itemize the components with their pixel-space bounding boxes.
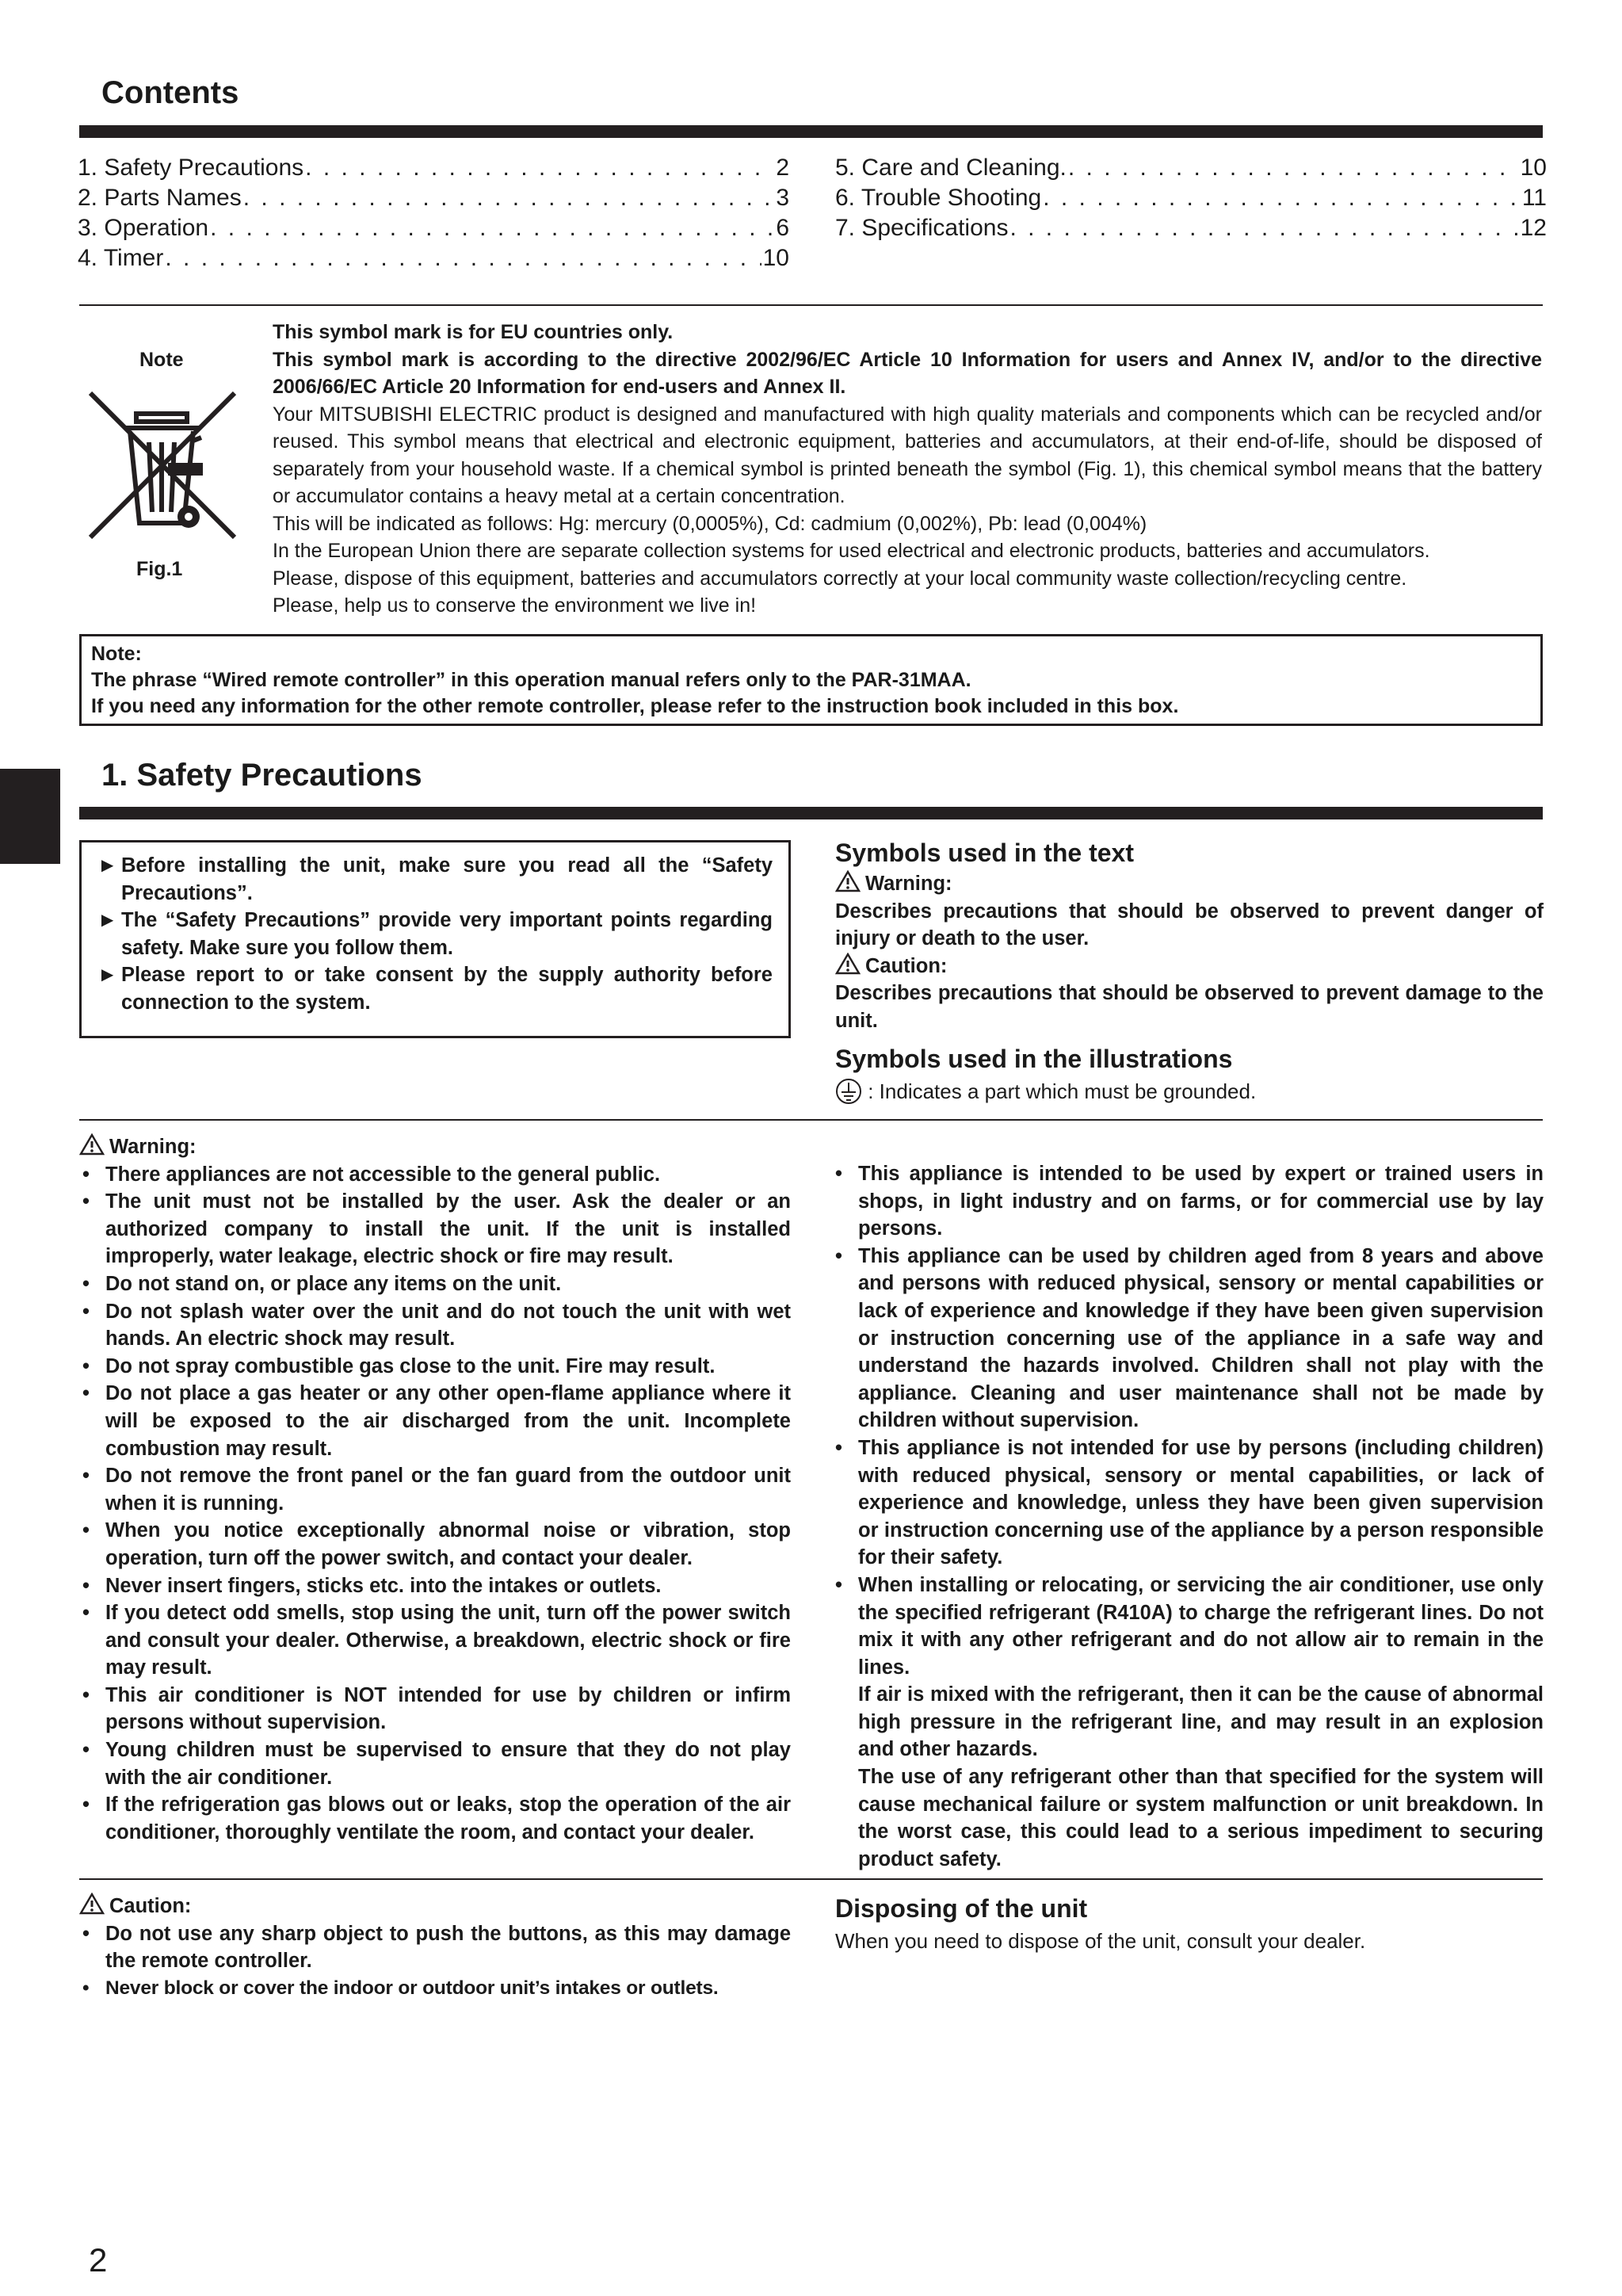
- eu-note-line6: Please, dispose of this equipment, batteries and accumulators correctly at your local community waste collection/recycling centre.: [273, 567, 1407, 590]
- weee-bin-icon: [82, 390, 241, 542]
- caution-heading: Caution:: [79, 1893, 791, 1920]
- symbols-caution-row: Caution:: [835, 953, 1544, 980]
- eu-note-line7: Please, help us to conserve the environment we live in!: [273, 594, 757, 617]
- disposing-title: Disposing of the unit: [835, 1894, 1088, 1923]
- toc-item-operation[interactable]: 3. Operation . . . 6: [78, 215, 789, 245]
- symbols-text-body: [835, 870, 1544, 1035]
- remote-note-line2: If you need any information for the other remote controller, please refer to the instruction book included in this box.: [91, 695, 1179, 717]
- warning-item: • Do not stand on, or place any items on the unit.: [82, 1270, 791, 1298]
- toc-item-safety[interactable]: 1. Safety Precautions . . . 2: [78, 155, 789, 185]
- warning-item: • If the refrigeration gas blows out or leaks, stop the operation of the air conditioner, thoroughly ventilate the room, and contact your dealer.: [82, 1791, 791, 1846]
- warning-item: • Never insert fingers, sticks etc. into the intakes or outlets.: [82, 1572, 791, 1600]
- warning-item: • When you notice exceptionally abnormal noise or vibration, stop operation, turn off the power switch, and contact your dealer.: [82, 1517, 791, 1572]
- warning-top-rule: [79, 1119, 1543, 1121]
- toc-item-timer[interactable]: 4. Timer . . . 10: [78, 245, 789, 275]
- warning-item: • Do not place a gas heater or any other open-flame appliance where it will be exposed to the air discharged from the unit. Incomplete combustion may result.: [82, 1380, 791, 1462]
- warning-item: • This appliance is intended to be used by expert or trained users in shops, in light industry and on farms, or for commercial use by lay persons.: [835, 1160, 1544, 1243]
- caution-col: [79, 1893, 791, 2002]
- caution-item: • Do not use any sharp object to push the buttons, as this may damage the remote controller.: [82, 1920, 791, 1975]
- warning-item: • The unit must not be installed by the user. Ask the dealer or an authorized company to install the unit. If the unit is installed improperly, water leakage, electric shock or fire may result.: [82, 1188, 791, 1270]
- warning-item: • This appliance can be used by children aged from 8 years and above and persons with reduced physical, sensory or mental capabilities or lack of experience and knowledge if they have been given supervision or instruction concerning use of the appliance in a safe way and understand the hazards involved. Children shall not play with the appliance. Cleaning and user maintenance shall not be made by children without supervision.: [835, 1243, 1544, 1435]
- toc-item-specs[interactable]: 7. Specifications . . . 12: [835, 215, 1547, 245]
- eu-note-line1: This symbol mark is for EU countries only.: [273, 321, 674, 343]
- symbols-caution-desc: Describes precautions that should be observed to prevent damage to the unit.: [835, 982, 1544, 1032]
- remote-note-box: [79, 634, 1543, 726]
- warning-item: • This air conditioner is NOT intended for use by children or infirm persons without supervision.: [82, 1682, 791, 1736]
- ground-desc: : Indicates a part which must be grounded.: [868, 1079, 1257, 1103]
- safety-title: 1. Safety Precautions: [101, 758, 422, 793]
- toc-item-trouble[interactable]: 6. Trouble Shooting . . . 11: [835, 185, 1547, 215]
- warning-item: • Do not splash water over the unit and do not touch the unit with wet hands. An electric shock may result.: [82, 1298, 791, 1353]
- warning-item: • Young children must be supervised to ensure that they do not play with the air conditioner.: [82, 1736, 791, 1791]
- symbols-text-title: Symbols used in the text: [835, 839, 1134, 867]
- remote-note-line1: The phrase “Wired remote controller” in this operation manual refers only to the PAR-31MAA.: [91, 669, 971, 691]
- warning-item: • Do not remove the front panel or the fan guard from the outdoor unit when it is running.: [82, 1462, 791, 1517]
- eu-note-line5: In the European Union there are separate collection systems for used electrical and electronic products, batteries and accumulators.: [273, 540, 1430, 562]
- page-number: 2: [89, 2241, 108, 2279]
- eu-note-label: Note: [139, 349, 184, 371]
- warning-item: • When installing or relocating, or servicing the air conditioner, use only the specified refrigerant (R410A) to charge the refrigerant lines. Do not mix it with any other refrigerant and do not allow air to remain in the lines.: [835, 1572, 1544, 1681]
- warning-triangle-icon: [79, 1133, 105, 1156]
- symbols-warning-desc: Describes precautions that should be observed to prevent danger of injury or death to the user.: [835, 900, 1544, 950]
- intro-item-2: ► The “Safety Precautions” provide very important points regarding safety. Make sure you follow them.: [97, 909, 773, 959]
- ground-row: [835, 1078, 1256, 1105]
- warning-cont-1: If air is mixed with the refrigerant, then it can be the cause of abnormal high pressure in the refrigerant line, and may result in an explosion and other hazards.: [858, 1683, 1544, 1761]
- intro-item-3: ► Please report to or take consent by the supply authority before connection to the system.: [97, 964, 773, 1014]
- toc-item-care[interactable]: 5. Care and Cleaning. . . . 10: [835, 155, 1547, 185]
- contents-title: Contents: [101, 75, 239, 110]
- warning-item: • Do not spray combustible gas close to the unit. Fire may result.: [82, 1353, 791, 1381]
- warning-item: • If you detect odd smells, stop using the unit, turn off the power switch and consult your dealer. Otherwise, a breakdown, electric shock or fire may result.: [82, 1599, 791, 1682]
- fig1-label: Fig.1: [136, 558, 183, 580]
- caution-item: • Never block or cover the indoor or outdoor unit’s intakes or outlets.: [82, 1975, 791, 2003]
- section-side-tab: [0, 769, 60, 864]
- caution-triangle-icon: [79, 1893, 105, 1915]
- eu-note-body: [273, 319, 1542, 620]
- warning-item: • There appliances are not accessible to the general public.: [82, 1161, 791, 1189]
- intro-item-1: ► Before installing the unit, make sure you read all the “Safety Precautions”.: [97, 854, 773, 904]
- safety-intro-box: [79, 840, 791, 1038]
- symbols-illus-title: Symbols used in the illustrations: [835, 1045, 1233, 1073]
- safety-rule: [79, 807, 1543, 819]
- contents-bottom-rule: [79, 304, 1543, 306]
- ground-icon: [835, 1078, 862, 1105]
- caution-top-rule: [79, 1878, 1543, 1880]
- eu-note-line3: Your MITSUBISHI ELECTRIC product is designed and manufactured with high quality materials and components which can be recycled and/or reused. This symbol means that electrical and electronic equipment, batteries and accumulators, at their end-of-life, should be disposed of separately from your household waste. If a chemical symbol is printed beneath the symbol (Fig. 1), this chemical symbol means that the battery or accumulator contains a heavy metal at a certain concentration.: [273, 403, 1542, 507]
- warning-right-col: [835, 1160, 1544, 1873]
- warning-triangle-icon: [835, 870, 861, 892]
- warning-cont-2: The use of any refrigerant other than that specified for the system will cause mechanical failure or system malfunction or unit breakdown. In the worst case, this could lead to a serious impediment to securing product safety.: [858, 1766, 1544, 1870]
- warning-item: • This appliance is not intended for use by persons (including children) with reduced physical, sensory or mental capabilities, or lack of experience and knowledge, unless they have been given supervision or instruction concerning use of the appliance by a person responsible for their safety.: [835, 1435, 1544, 1572]
- warning-heading: Warning:: [79, 1133, 791, 1161]
- caution-triangle-icon: [835, 953, 861, 975]
- eu-note-line2: This symbol mark is according to the directive 2002/96/EC Article 10 Information for users and Annex IV, and/or to the directive 2006/66/EC Article 20 Information for end-users and Annex II.: [273, 348, 1542, 398]
- warning-left-col: [79, 1133, 791, 1846]
- contents-rule: [79, 125, 1543, 138]
- remote-note-label: Note:: [91, 643, 142, 665]
- disposing-text: When you need to dispose of the unit, consult your dealer.: [835, 1929, 1366, 1953]
- symbols-warning-row: Warning:: [835, 870, 1544, 898]
- toc-item-parts[interactable]: 2. Parts Names . . . 3: [78, 185, 789, 215]
- eu-note-line4: This will be indicated as follows: Hg: mercury (0,0005%), Cd: cadmium (0,002%), Pb: lead (0,004%): [273, 512, 1147, 535]
